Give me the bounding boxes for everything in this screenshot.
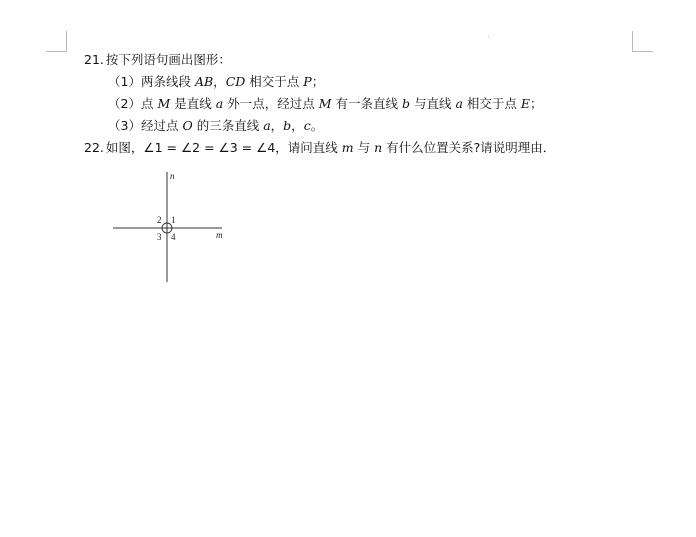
- item-text: 有一条直线: [335, 96, 398, 111]
- item-label: （3）: [108, 118, 141, 133]
- item-text: 相交于点: [466, 96, 517, 111]
- question-22-text: 有什么位置关系?请说明理由．: [386, 140, 556, 155]
- segment-cd: CD: [225, 74, 246, 89]
- point-m: M: [318, 96, 332, 111]
- item-text: 的三条直线: [196, 118, 260, 133]
- segment-ab: AB: [194, 74, 214, 89]
- angle-3-label: 3: [157, 232, 162, 242]
- question-21-text: 按下列语句画出图形：: [105, 52, 231, 67]
- item-text: 经过点: [140, 118, 179, 133]
- item-text: ；: [311, 74, 325, 89]
- point-o: O: [182, 118, 193, 133]
- question-21-item-3: [108, 118, 323, 134]
- line-c: c: [303, 118, 311, 133]
- question-21-item-2: [108, 96, 543, 112]
- item-text: 两条线段: [140, 74, 191, 89]
- item-text: ，: [291, 118, 304, 133]
- question-22-number: 22.: [84, 140, 104, 155]
- line-b: b: [401, 96, 410, 111]
- item-text: ，: [213, 74, 226, 89]
- line-n: n: [374, 140, 383, 155]
- angle-1-label: 1: [171, 215, 176, 225]
- line-a: a: [263, 118, 271, 133]
- line-b: b: [283, 118, 292, 133]
- crop-mark-top-left: [46, 31, 67, 52]
- line-a: a: [215, 96, 224, 111]
- item-text: 点: [140, 96, 154, 111]
- point-p: P: [303, 74, 312, 89]
- item-text: ，: [270, 118, 284, 133]
- question-22-text: 与: [357, 140, 371, 155]
- figure-svg: [108, 168, 238, 286]
- item-text: 外一点，经过点: [227, 96, 315, 111]
- point-m: M: [157, 96, 171, 111]
- question-21-item-1: [108, 74, 324, 90]
- item-text: 。: [310, 118, 324, 133]
- angle-4-label: 4: [171, 232, 176, 242]
- question-22-stem: [84, 140, 555, 156]
- item-text: ；: [530, 96, 543, 111]
- intersecting-lines-figure: [108, 168, 238, 286]
- line-a: a: [455, 96, 463, 111]
- question-22-text: 如图，∠1 = ∠2 = ∠3 = ∠4，请问直线: [105, 140, 338, 155]
- crop-mark-top-right: [632, 31, 653, 52]
- label-n: n: [170, 171, 175, 181]
- question-21-stem: [84, 52, 231, 68]
- item-text: 是直线: [174, 96, 212, 111]
- item-label: （1）: [108, 74, 141, 89]
- line-m: m: [341, 140, 354, 155]
- label-m: m: [216, 230, 223, 240]
- item-text: 相交于点: [249, 74, 300, 89]
- item-text: 与直线: [413, 96, 452, 111]
- question-21-number: 21.: [84, 52, 104, 67]
- item-label: （2）: [108, 96, 141, 111]
- point-e: E: [520, 96, 531, 111]
- angle-2-label: 2: [157, 215, 162, 225]
- stray-dot: [488, 36, 489, 37]
